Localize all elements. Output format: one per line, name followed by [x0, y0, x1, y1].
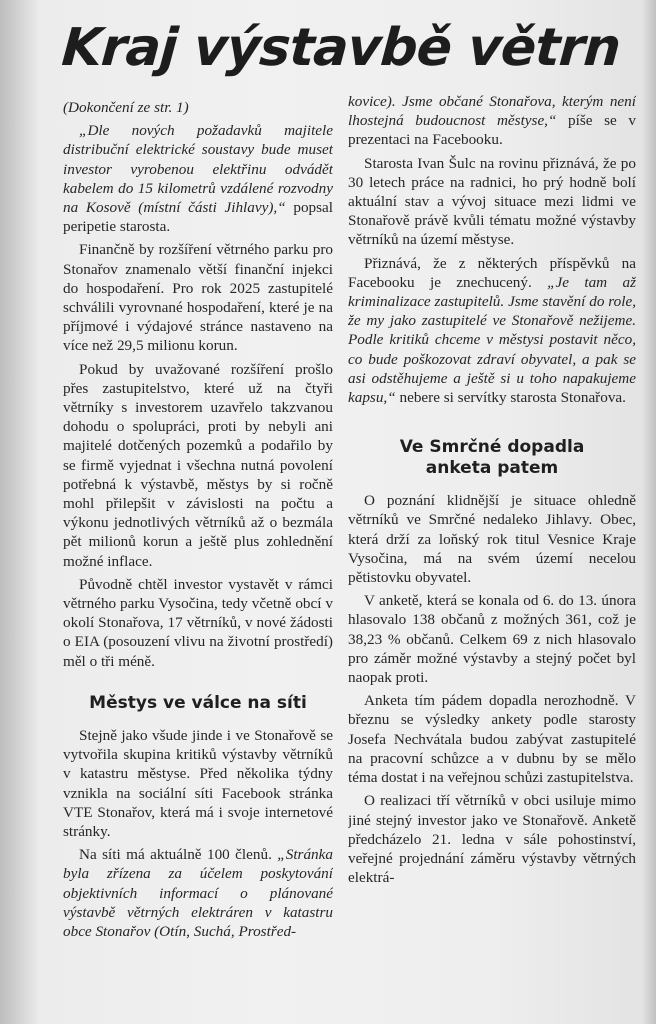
paragraph-r2: Starosta Ivan Šulc na rovinu přiznává, že po 30 letech práce na radnici, ho prý hodně bolí aktuální stav a vývoj situace mezi lidmi ve Stonařově právě kvůli tématu možné výstavby větrníků na území městyse. — [348, 154, 636, 249]
subheading-line-2: anketa patem — [425, 458, 559, 479]
paragraph-r6: Anketa tím pádem dopadla nerozhodně. V březnu se výsledky ankety podle starosty Josefa Nechvátala budou zabývat zastupitelé na pracovní schůzce a v dubnu by se mělo téma dostat i na veřejnou schůzi zastupitelstva. — [348, 692, 636, 787]
article-column-left — [63, 98, 333, 1024]
paragraph-3: Pokud by uvažované rozšíření prošlo přes zastupitelstvo, které už na čtyři větrníky s investorem uzavřelo takzvanou dohodu o spolupráci, proti by nebyli ani majitelé dotčených pozemků a podařilo by se firmě vyjednat i všechna nutná povolení potřebná k výstavbě, městys by si ročně mohl přilepšit v závislosti na počtu a výkonu jednotlivých větrníků až o bezmála pět milionů korun a ještě plus zohlednění možné inflace. — [63, 360, 333, 570]
quote: „Dle nových požadavků majitele distribuční elektrické soustavy bude muset investor vyrobenou elektřinu odvádět kabelem do 15 kilometrů vzdálené rozvodny na Kosově (místní části Jihlavy),“ — [63, 122, 333, 217]
paragraph-r7: O realizaci tří větrníků v obci usiluje mimo jiné stejný investor jako ve Stonařově. Anketě předcházelo 21. ledna v sále pohostinství, veřejné projednání záměru výstavby větrných elektrá- — [348, 792, 636, 887]
paragraph-4: Původně chtěl investor vystavět v rámci větrného parku Vysočina, tedy včetně obcí v okolí Stonařova, 17 větrníků, v nové žádosti o EIA (posouzení vlivu na životní prostředí) měl o tři méně. — [63, 575, 333, 670]
article-column-right — [348, 92, 636, 1024]
paragraph-r1: kovice). Jsme občané Stonařova, kterým není lhostejná budoucnost městyse,“ píše se v prezentaci na Facebooku. — [348, 93, 636, 149]
continued-note: (Dokončení ze str. 1) — [63, 99, 189, 116]
quote: „Je tam až kriminalizace zastupitelů. Jsme stavění do role, že my jako zastupitelé ve Stonařově nežijeme. Podle kritiků chceme v městysi postavit něco, co bude poškozovat zdraví obyvatel, a pak se asi odstěhujeme a ještě si u toho napakujeme kapsu,“ — [348, 273, 636, 407]
paragraph-1: „Dle nových požadavků majitele distribuční elektrické soustavy bude muset investor vyrobenou elektřinu odvádět kabelem do 15 kilometrů vzdálené rozvodny na Kosově (místní části Jihlavy),“ popsal peripetie starosta. — [63, 122, 333, 236]
subheading-line-1: Ve Smrčné dopadla — [399, 437, 585, 458]
page-edge-shadow — [642, 0, 656, 1024]
paragraph-r4: O poznání klidnější je situace ohledně větrníků ve Smrčné nedaleko Jihlavy. Obec, která drží za loňský rok titul Vesnice Kraje Vysočina, má na svém území necelou pětistovku obyvatel. — [348, 492, 636, 587]
headline: Kraj výstavbě větrn — [59, 18, 622, 78]
quote: kovice). Jsme občané Stonařova, kterým není lhostejná budoucnost městyse,“ — [348, 93, 636, 130]
quote: „Stránka byla zřízena za účelem poskytování objektivních informací o plánované výstavbě větrných elektráren v katastru obce Stonařov (Otín, Suchá, Prostřed- — [63, 846, 333, 940]
paragraph-2: Finančně by rozšíření větrného parku pro Stonařov znamenalo větší finanční injekci do hospodaření. Pro rok 2025 zastupitelé schválili vyrovnané hospodaření, které je na příjmové i výdajové stránce nastaveno na více než 29,5 milionu korun. — [63, 241, 333, 355]
paragraph-6: Na síti má aktuálně 100 členů. „Stránka byla zřízena za účelem poskytování objektivních informací o plánované výstavbě větrných elektráren v katastru obce Stonařov (Otín, Suchá, Prostřed- — [63, 846, 333, 940]
paragraph-5: Stejně jako všude jinde i ve Stonařově se vytvořila skupina kritiků výstavby větrníků v katastru městyse. Před několika týdny vznikla na sociální síti Facebook stránka VTE Stonařov, která má i svoje internetové stránky. — [63, 726, 333, 840]
subheading-mestys: Městys ve válce na síti — [89, 692, 307, 713]
subheading-smrcna — [348, 437, 636, 479]
paragraph-r5: V anketě, která se konala od 6. do 13. února hlasovalo 138 občanů z možných 361, což je 38,23 % občanů. Celkem 69 z nich hlasovalo pro záměr možné výstavby a stejný počet byl naopak proti. — [348, 592, 636, 687]
paragraph-r3: Přiznává, že z některých příspěvků na Facebooku je znechucený. „Je tam až kriminalizace zastupitelů. Jsme stavění do role, že my jako zastupitelé ve Stonařově nežijeme. Podle kritiků chceme v městysi postavit něco, co bude poškozovat zdraví obyvatel, a pak se asi odstěhujeme a ještě si u toho napakujeme kapsu,“ nebere si servítky starosta Stonařova. — [348, 254, 636, 407]
page-shadow — [0, 0, 40, 1024]
